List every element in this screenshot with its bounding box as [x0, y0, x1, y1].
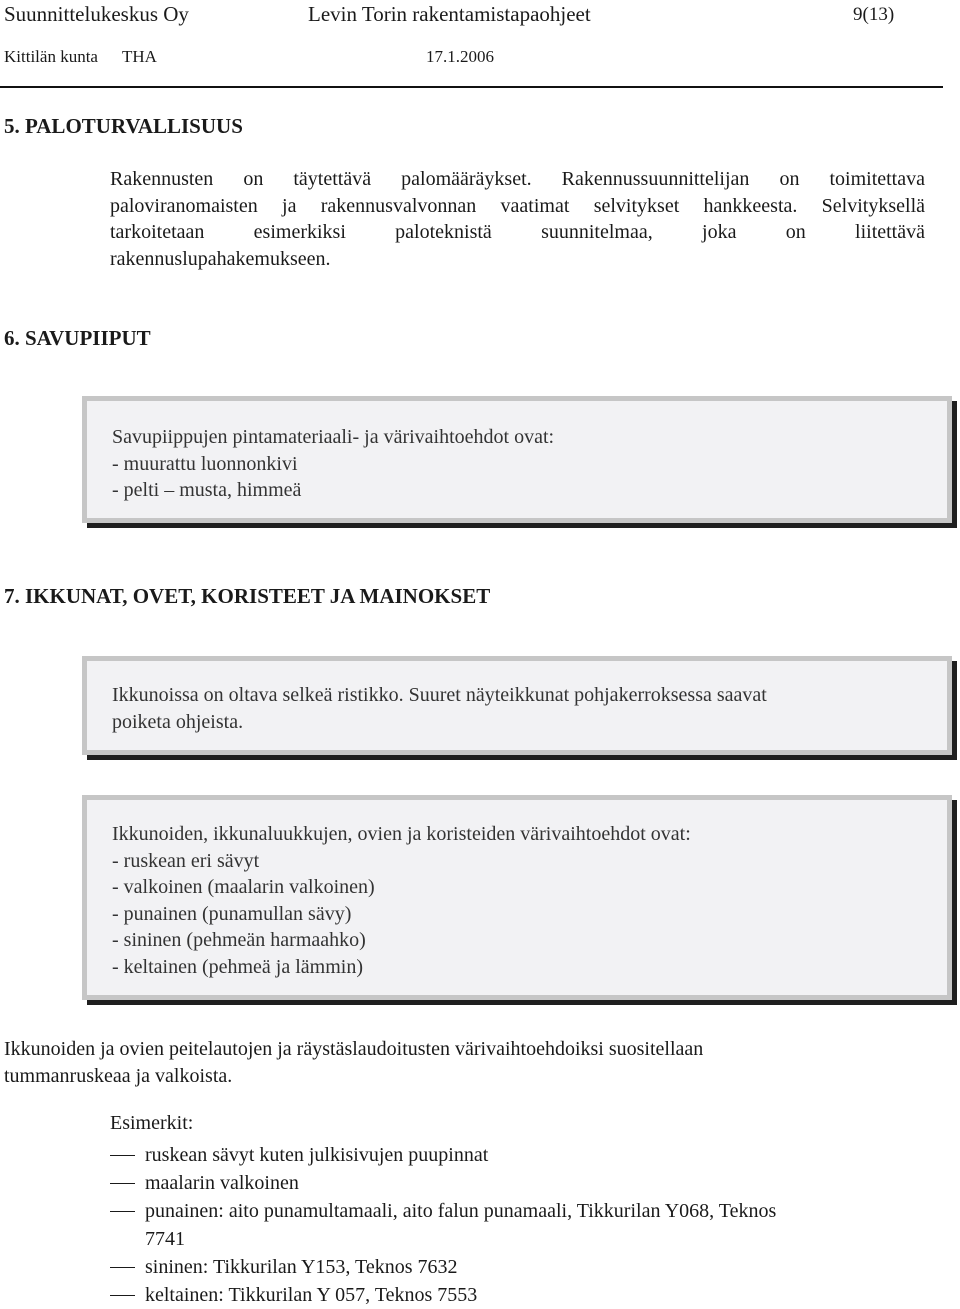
box-line: - sininen (pehmeän harmaahko) — [112, 929, 366, 951]
header-date: 17.1.2006 — [426, 47, 494, 66]
trim-recommendation-paragraph — [4, 1036, 703, 1089]
box-line: - pelti – musta, himmeä — [112, 479, 302, 501]
fire-safety-paragraph — [110, 166, 925, 272]
list-item-text: punainen: aito punamultamaali, aito falun punamaali, Tikkurilan Y068, Teknos — [145, 1200, 777, 1222]
header-dept: THA — [122, 47, 157, 66]
list-item-text: sininen: Tikkurilan Y153, Teknos 7632 — [145, 1256, 458, 1278]
list-item — [110, 1253, 910, 1281]
examples-title: Esimerkit: — [110, 1112, 194, 1134]
dash-bullet — [110, 1267, 135, 1268]
dash-bullet — [110, 1211, 135, 1212]
box-line: - muurattu luonnonkivi — [112, 452, 298, 475]
header-municipality: Kittilän kunta — [4, 47, 98, 66]
box-line: poiketa ohjeista. — [112, 710, 244, 733]
box-line: - valkoinen (maalarin valkoinen) — [112, 876, 375, 898]
box-line: - punainen (punamullan sävy) — [112, 902, 352, 925]
header-page-number: 9(13) — [853, 4, 895, 25]
dash-bullet — [110, 1155, 135, 1156]
box-line: Ikkunoiden, ikkunaluukkujen, ovien ja koristeiden värivaihtoehdot ovat: — [112, 823, 691, 845]
list-item — [110, 1281, 910, 1309]
section-heading-windows: 7. IKKUNAT, OVET, KORISTEET JA MAINOKSET — [4, 584, 491, 608]
dash-bullet — [110, 1295, 135, 1296]
section-heading-fire-safety: 5. PALOTURVALLISUUS — [4, 114, 243, 138]
paragraph-line: Rakennusten on täytettävä palomääräykset. Rakennussuunnittelijan on toimitettava — [110, 168, 925, 190]
examples-list — [110, 1141, 910, 1309]
section-heading-chimneys: 6. SAVUPIIPUT — [4, 326, 151, 350]
list-item-text: ruskean sävyt kuten julkisivujen puupinnat — [145, 1144, 489, 1166]
paragraph-line: Ikkunoiden ja ovien peitelautojen ja räystäslaudoitusten värivaihtoehdoiksi suositellaan — [4, 1038, 704, 1060]
list-item — [110, 1141, 910, 1169]
paragraph-line: tummanruskeaa ja valkoista. — [4, 1064, 233, 1087]
paragraph-line: rakennuslupahakemukseen. — [110, 247, 331, 270]
header-company: Suunnittelukeskus Oy — [4, 2, 189, 26]
list-item-text: 7741 — [145, 1228, 185, 1250]
windows-lattice-box — [82, 656, 952, 755]
paragraph-line: paloviranomaisten ja rakennusvalvonnan vaatimat selvitykset hankkeesta. Selvityksellä — [110, 194, 925, 217]
list-item-text: maalarin valkoinen — [145, 1172, 299, 1194]
box-line: Savupiippujen pintamateriaali- ja värivaihtoehdot ovat: — [112, 426, 555, 448]
list-item-text: keltainen: Tikkurilan Y 057, Teknos 7553 — [145, 1284, 478, 1306]
header-doc-title: Levin Torin rakentamistapaohjeet — [308, 2, 591, 26]
color-options-box — [82, 795, 952, 1000]
paragraph-line: tarkoitetaan esimerkiksi paloteknistä suunnitelmaa, joka on liitettävä — [110, 221, 925, 243]
box-line: - keltainen (pehmeä ja lämmin) — [112, 955, 364, 978]
list-item-continuation — [110, 1225, 910, 1253]
box-line: - ruskean eri sävyt — [112, 849, 260, 872]
list-item — [110, 1169, 910, 1197]
header-rule — [0, 86, 943, 88]
dash-bullet — [110, 1183, 135, 1184]
chimney-options-box — [82, 396, 952, 523]
list-item — [110, 1197, 910, 1225]
box-line: Ikkunoissa on oltava selkeä ristikko. Suuret näyteikkunat pohjakerroksessa saavat — [112, 684, 767, 706]
